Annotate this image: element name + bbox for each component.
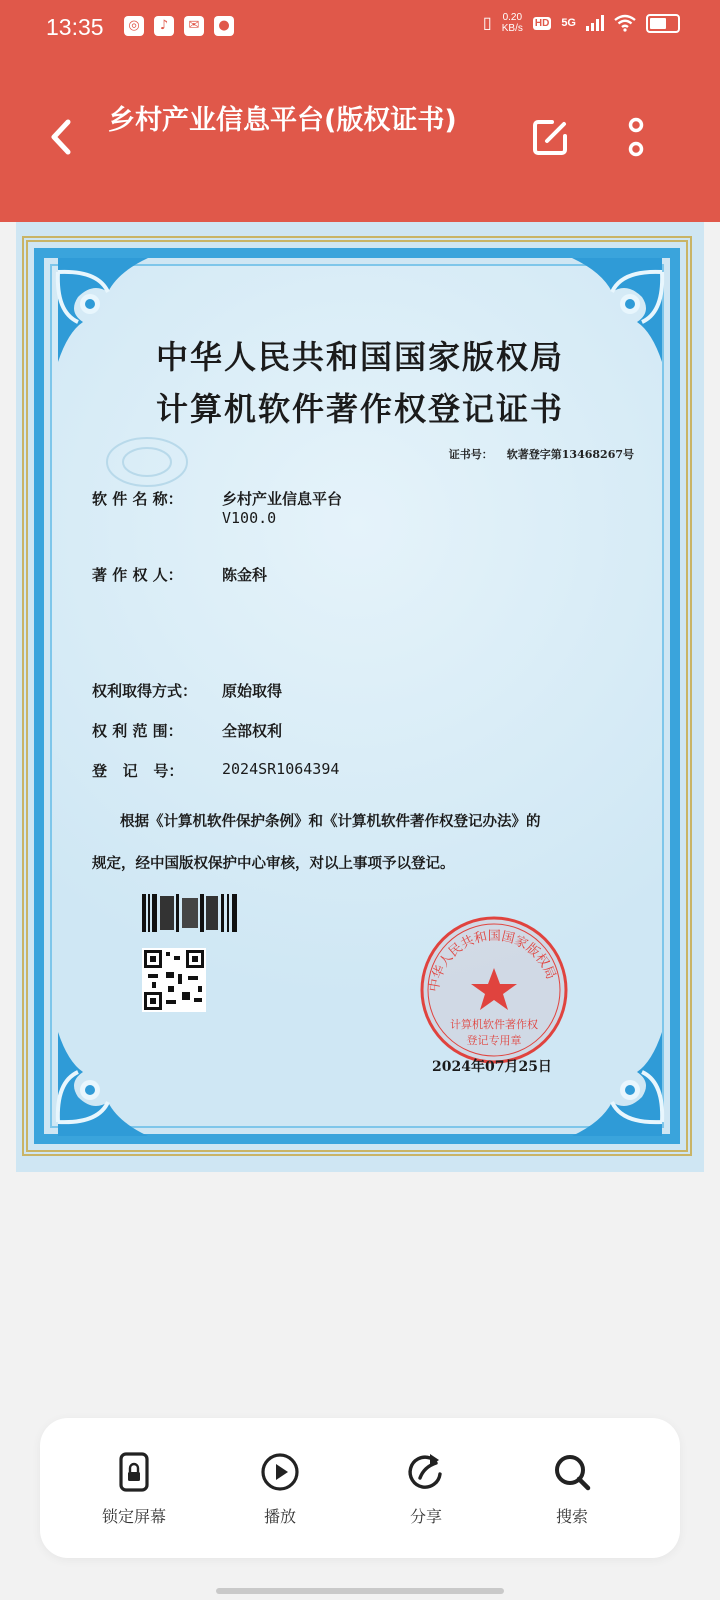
- net-speed-value: 0.20: [502, 12, 523, 23]
- play-icon: [260, 1452, 300, 1492]
- mail-icon: ✉: [184, 16, 204, 36]
- share-icon: [406, 1452, 446, 1492]
- search-icon: [552, 1452, 592, 1492]
- notification-icons: [124, 16, 234, 36]
- qr-code-icon: [142, 948, 206, 1012]
- field-acquire-method: [92, 680, 282, 701]
- edit-button[interactable]: [530, 116, 572, 158]
- bottom-toolbar: [40, 1418, 680, 1558]
- net-speed: [502, 12, 523, 34]
- field-label: 软 件 名 称：: [92, 490, 183, 508]
- corner-ornament-icon: [38, 1012, 168, 1142]
- vibrate-icon: ▯: [482, 15, 492, 32]
- battery-icon: [646, 14, 680, 33]
- share-label: 分享: [409, 1507, 442, 1526]
- status-right-group: [483, 12, 680, 34]
- hd-badge: HD: [534, 17, 550, 29]
- svg-text:登记专用章: 登记专用章: [466, 1034, 522, 1047]
- page-title: 乡村产业信息平台(版权证书): [108, 105, 457, 136]
- software-version: V100.0: [222, 509, 277, 527]
- tiktok-icon: ♪: [154, 16, 174, 36]
- field-registration-number: [92, 760, 339, 781]
- field-label: 登 记 号：: [92, 762, 184, 780]
- software-name-value: 乡村产业信息平台: [222, 490, 343, 508]
- app-header: [0, 0, 720, 222]
- home-indicator[interactable]: [216, 1588, 504, 1594]
- field-value: 原始取得: [222, 682, 283, 700]
- play-label: 播放: [263, 1507, 296, 1526]
- field-copyright-owner: [92, 564, 267, 585]
- certificate-number: [449, 446, 634, 462]
- field-software-name: [92, 488, 342, 527]
- field-label: 著 作 权 人：: [92, 566, 183, 584]
- issue-date: 2024年07月25日: [432, 1059, 552, 1075]
- official-seal-icon: [416, 912, 572, 1068]
- search-label: 搜索: [555, 1507, 588, 1526]
- network-type: 5G: [561, 17, 576, 29]
- field-label: 权利取得方式：: [92, 682, 198, 700]
- field-value: [222, 488, 342, 527]
- certificate-number-label: 证书号：: [448, 448, 493, 461]
- signal-icon: [586, 15, 604, 31]
- certificate-title-line2: 计算机软件著作权登记证书: [155, 390, 564, 428]
- svg-text:中华人民共和国国家版权局: 中华人民共和国国家版权局: [426, 928, 559, 994]
- lock-screen-label: 锁定屏幕: [101, 1507, 166, 1526]
- app-notification-icon: ◎: [124, 16, 144, 36]
- play-button[interactable]: [220, 1452, 340, 1527]
- status-time: 13:35: [46, 14, 104, 40]
- wifi-icon: [614, 14, 636, 32]
- back-button[interactable]: [44, 112, 84, 162]
- svg-text:计算机软件著作权: 计算机软件著作权: [450, 1018, 538, 1031]
- lock-screen-button[interactable]: [74, 1452, 194, 1527]
- field-value: 2024SR1064394: [222, 760, 340, 778]
- field-scope: [92, 720, 282, 741]
- field-value: 全部权利: [222, 722, 283, 740]
- barcode-icon: [142, 894, 242, 932]
- legal-paragraph-line1: 根据《计算机软件保护条例》和《计算机软件著作权登记办法》的: [120, 813, 541, 830]
- share-button[interactable]: [366, 1452, 486, 1527]
- net-speed-unit: KB/s: [501, 23, 523, 34]
- field-label: 权 利 范 围：: [92, 722, 183, 740]
- watermark-emblem-icon: [102, 432, 192, 492]
- certificate-title-line1: 中华人民共和国国家版权局: [155, 338, 564, 376]
- lock-phone-icon: [116, 1452, 152, 1492]
- legal-paragraph-line2: 规定，经中国版权保护中心审核，对以上事项予以登记。: [92, 855, 455, 872]
- certificate-image[interactable]: [16, 222, 704, 1172]
- status-bar: [0, 0, 720, 56]
- more-options-button[interactable]: [622, 116, 650, 160]
- certificate-number-value: 软著登字第13468267号: [506, 448, 634, 461]
- message-icon: ●: [214, 16, 234, 36]
- field-value: 陈金科: [222, 566, 268, 584]
- search-button[interactable]: [512, 1452, 632, 1527]
